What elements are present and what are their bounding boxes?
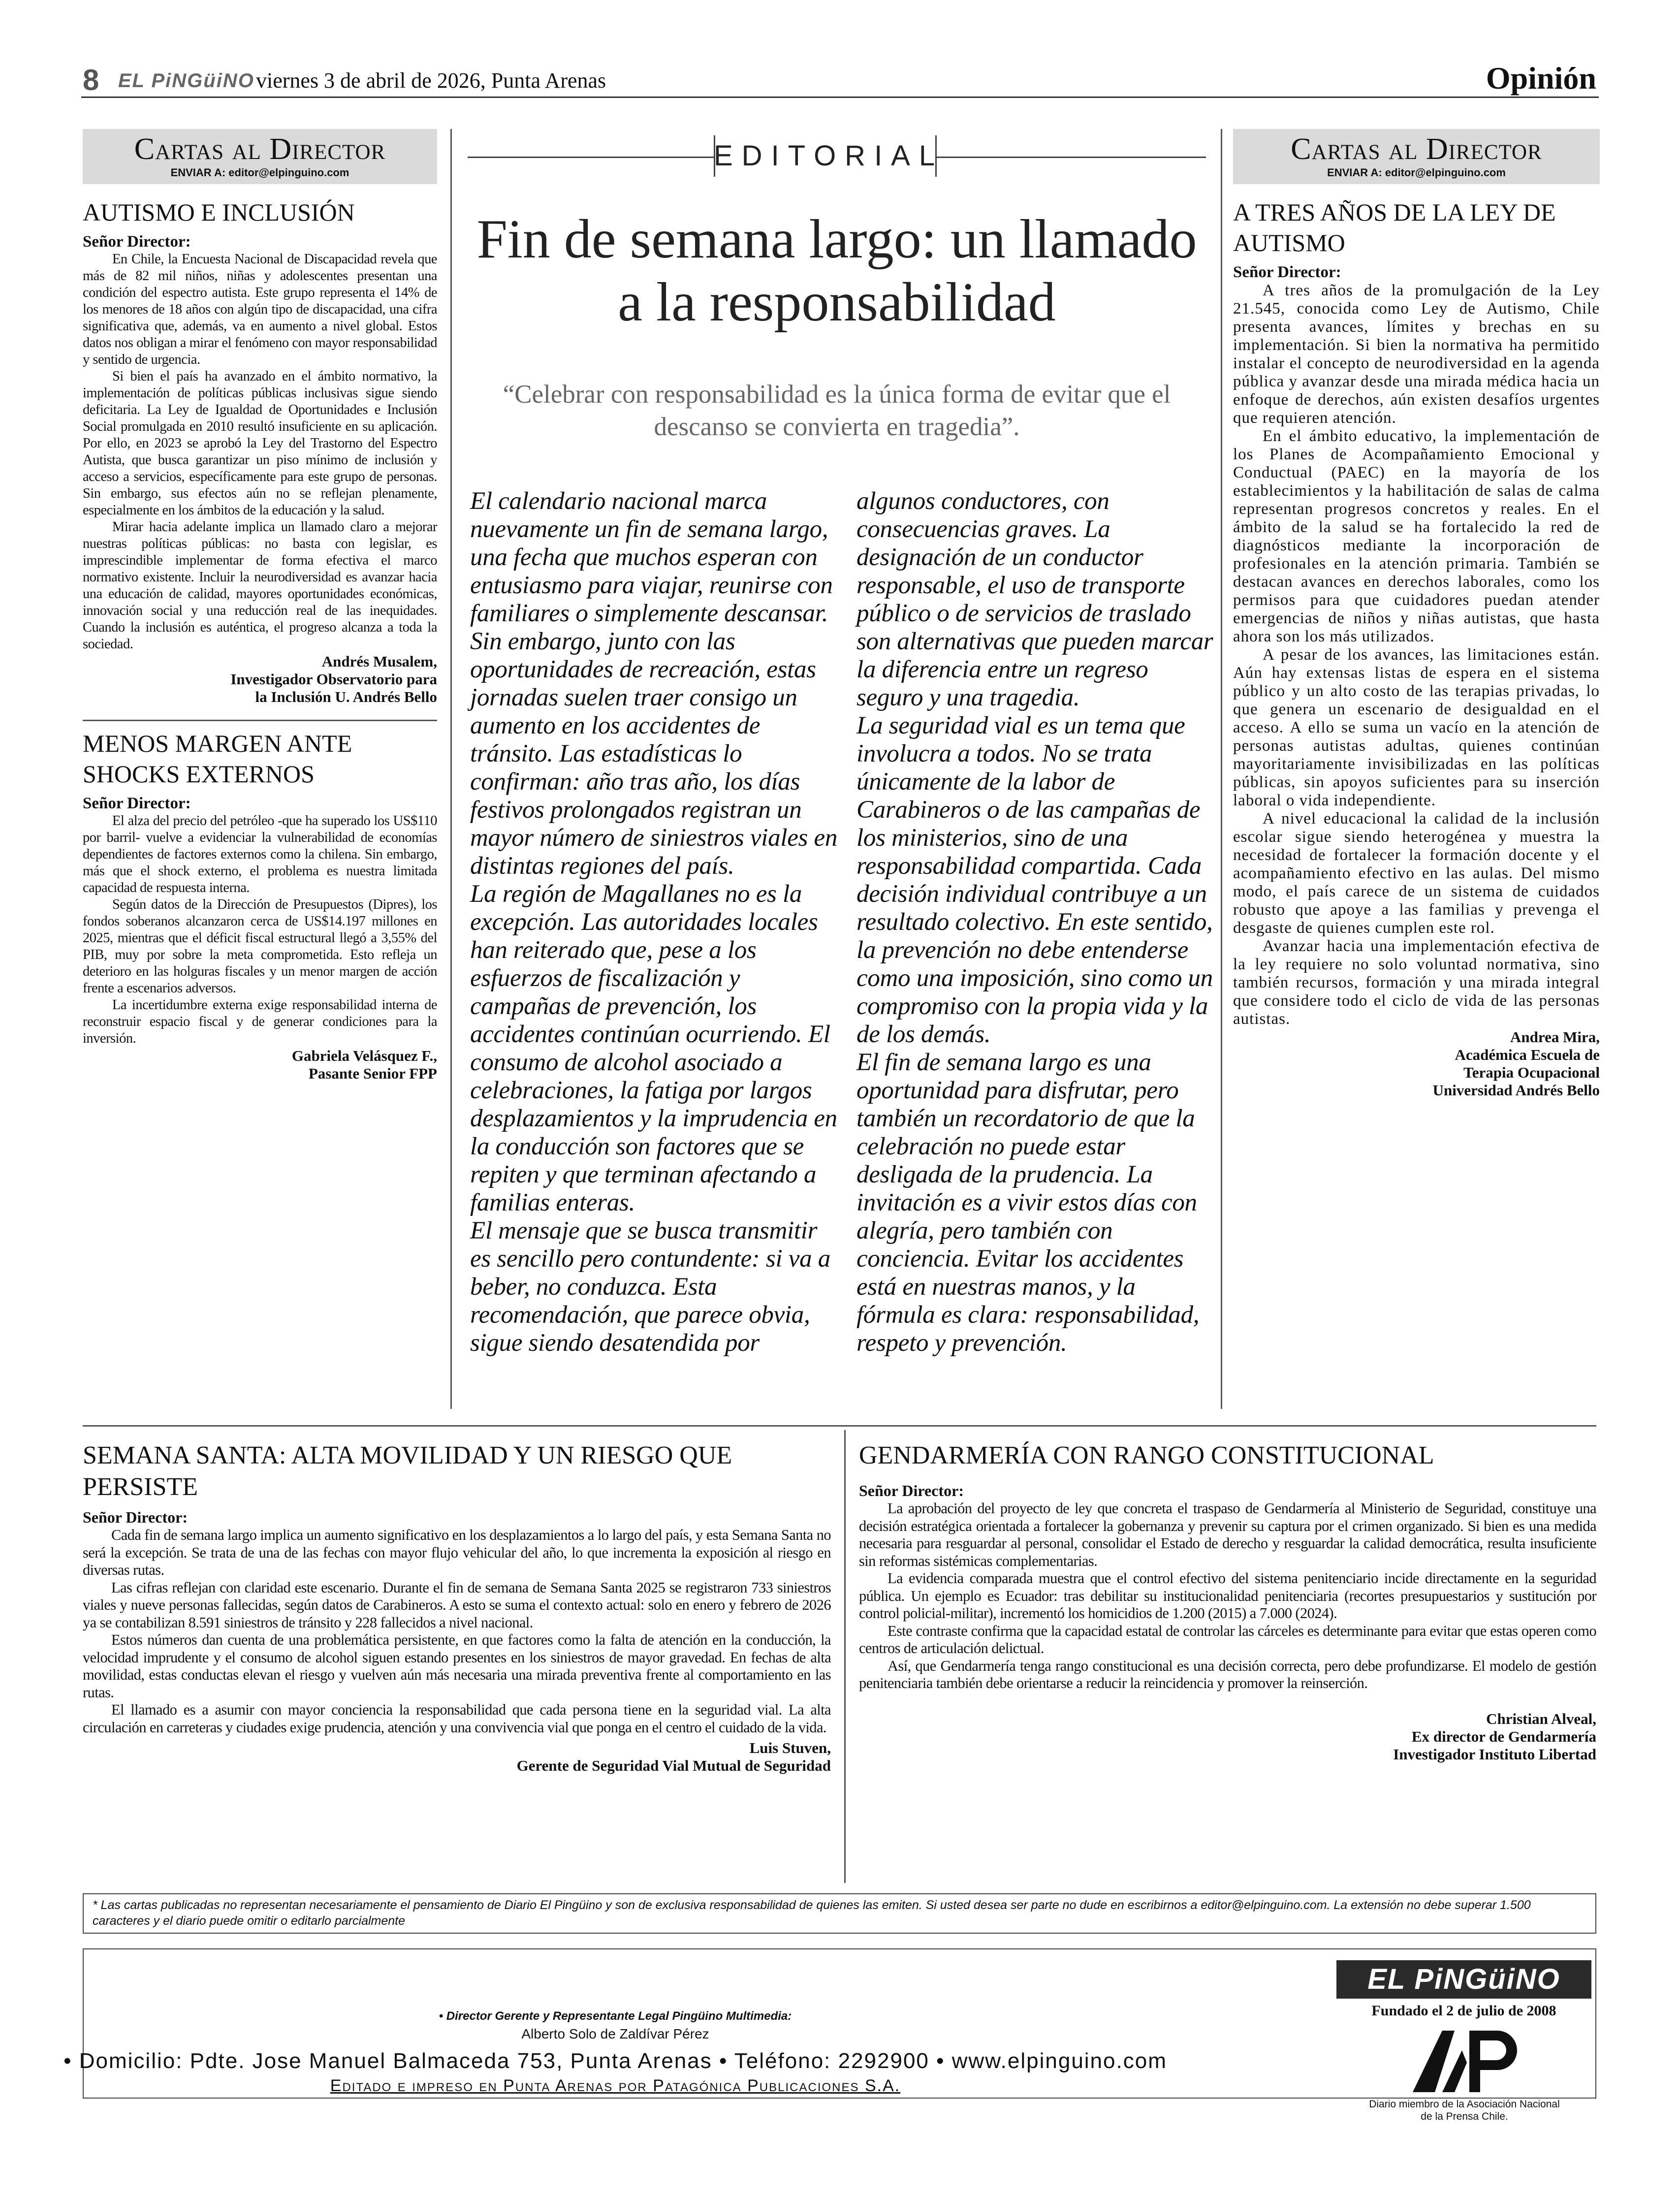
signature-line: Andrés Musalem, <box>321 653 437 670</box>
right-column <box>1233 129 1600 1392</box>
header-rule <box>81 96 1599 98</box>
divider <box>83 720 437 721</box>
editorial-label: EDITORIAL <box>714 140 944 172</box>
editorial-paragraph: algunos conductores, con consecuencias graves. La designación de un conductor responsable, el uso de transporte público o de servicios de traslado son alternativas que pueden marcar la diferencia entre un regreso seguro y una tragedia. <box>856 487 1213 711</box>
letter-salutation: Señor Director: <box>83 1508 188 1526</box>
page-number: 8 <box>83 64 99 96</box>
letter-salutation: Señor Director: <box>859 1482 964 1499</box>
letter-headline: SEMANA SANTA: ALTA MOVILIDAD Y UN RIESGO QUE PERSISTE <box>83 1441 732 1501</box>
editorial-paragraph: El calendario nacional marca nuevamente un fin de semana largo, una fecha que muchos esperan con entusiasmo para viajar, reunirse con familiares o simplemente descansar. Sin embargo, junto con las oportunidades de recreación, estas jornadas suelen traer consigo un aumento en los accidentes de tránsito. Las estadísticas lo confirman: año tras año, los días festivos prolongados registran un mayor número de siniestros viales en distintas regiones del país. <box>470 487 838 880</box>
letter-paragraph: La aprobación del proyecto de ley que concreta el traspaso de Gendarmería al Ministerio de Seguridad, constituye una decisión estratégica orientada a fortalecer la gobernanza y prevenir su captura por el crimen organizado. Si bien es una medida necesaria para resguardar al personal, consolidar el Estado de derecho y resguardar la calidad democrática, resulta insuficiente sin reformas sistémicas complementarias. <box>859 1500 1596 1569</box>
letter-paragraph: Según datos de la Dirección de Presupuestos (Dipres), los fondos soberanos alcanzaron cerca de US$14.197 millones en 2025, mientras que el déficit fiscal estructural llegó a 3,55% del PIB, muy por sobre la meta comprometida. Esto refleja un deterioro en las holguras fiscales y un menor margen de acción frente a escenarios adversos. <box>83 897 437 996</box>
editorial-paragraph: La seguridad vial es un tema que involucra a todos. No se trata únicamente de la labor de Carabineros o de las campañas de los ministerios, sino de una responsabilidad compartida. Cada decisión individual contribuye a un resultado colectivo. En este sentido, la prevención no debe entenderse como una imposición, sino como un compromiso con la propia vida y la de los demás. <box>856 712 1213 1048</box>
editorial-title: Fin de semana largo: un llamado a la responsabilidad <box>476 209 1197 333</box>
section-title: Opinión <box>1486 61 1596 96</box>
letter-body <box>859 1500 1596 1692</box>
editorial-column-1 <box>470 487 839 1357</box>
signature-line: Pasante Senior FPP <box>308 1065 437 1082</box>
editorial-pullquote: “Celebrar con responsabilidad es la única forma de evitar que el descanso se convierta en tragedia”. <box>503 380 1171 441</box>
signature-line: Gabriela Velásquez F., <box>291 1047 437 1064</box>
letter-headline: A TRES AÑOS DE LA LEY DE AUTISMO <box>1233 198 1556 256</box>
signature-line: Universidad Andrés Bello <box>1432 1082 1600 1099</box>
letter-signature <box>83 653 437 706</box>
editorial-rule <box>935 157 1206 158</box>
footer-director-name: Alberto Solo de Zaldívar Pérez <box>521 2026 709 2041</box>
letter-salutation: Señor Director: <box>83 795 191 812</box>
letter-body <box>83 1527 831 1736</box>
editorial-rule <box>468 157 714 158</box>
signature-line: Investigador Instituto Libertad <box>1393 1745 1596 1763</box>
footer-founded: Fundado el 2 de julio de 2008 <box>1371 2003 1556 2019</box>
letter-body <box>83 251 437 653</box>
letter-paragraph: En Chile, la Encuesta Nacional de Discapacidad revela que más de 82 mil niños, niñas y adolescentes presentan una condición del espectro autista. Este grupo representa el 14% de los menores de 18 años con algún tipo de discapacidad, una cifra significativa que, además, va en aumento a nivel global. Estos datos nos obligan a mirar el fenómeno con mayor responsabilidad y sentido de urgencia. <box>83 252 437 367</box>
section-rule <box>83 1425 1596 1427</box>
letter-paragraph: Las cifras reflejan con claridad este escenario. Durante el fin de semana de Semana Santa 2025 se registraron 733 siniestros viales y nueve personas fallecidas, según datos de Carabineros. A esto se suma el contexto actual: solo en enero y febrero de 2026 ya se contabilizan 8.591 siniestros de tránsito y 228 fallecidos a nivel nacional. <box>83 1579 831 1631</box>
letter-paragraph: Avanzar hacia una implementación efectiva de la ley requiere no solo voluntad normativa, sino también recursos, formación y una mirada integral que considere todo el ciclo de vida de las personas autistas. <box>1233 937 1600 1028</box>
signature-line: Ex director de Gendarmería <box>1411 1727 1596 1745</box>
letter-headline: MENOS MARGEN ANTE SHOCKS EXTERNOS <box>83 730 352 788</box>
editorial-column-2 <box>856 487 1218 1357</box>
letter-signature <box>83 1047 437 1083</box>
footer-printed: Editado e impreso en Punta Arenas por Patagónica Publicaciones S.A. <box>330 2076 901 2095</box>
brand-logo: EL PiNGüiNO <box>118 70 254 92</box>
cartas-header-right <box>1233 129 1600 184</box>
editorial-paragraph: El mensaje que se busca transmitir es sencillo pero contundente: si va a beber, no conduzca. Esta recomendación, que parece obvia, sigue siendo desatendida por <box>470 1217 830 1357</box>
letter-paragraph: A pesar de los avances, las limitaciones están. Aún hay extensas listas de espera en el sistema público y un alto costo de las terapias privadas, lo que genera un escenario de desigualdad en el acceso. A ello se suma un vacío en la atención de personas autistas adultas, quienes continúan mayoritariamente invisibilizadas en las políticas públicas, sin apoyos suficientes para su inserción laboral o vida independiente. <box>1233 646 1600 809</box>
signature-line: Gerente de Seguridad Vial Mutual de Seguridad <box>516 1757 831 1774</box>
anp-logo-icon <box>1408 2023 1521 2097</box>
letter-paragraph: A tres años de la promulgación de la Ley 21.545, conocida como Ley de Autismo, Chile presenta avances, límites y brechas en su implementación. Si bien la normativa ha permitido instalar el concepto de neurodiversidad en la agenda pública y avanzar desde una mirada médica hacia un enfoque de derechos, aún existen desafíos urgentes que requieren atención. <box>1233 282 1600 427</box>
footer-contact: • Domicilio: Pdte. Jose Manuel Balmaceda 753, Punta Arenas • Teléfono: 2292900 • www.elpinguino.com <box>63 2049 1167 2073</box>
bottom-right-letter <box>859 1440 1596 1763</box>
bottom-left-letter <box>83 1440 831 1775</box>
letter-paragraph: Cada fin de semana largo implica un aumento significativo en los desplazamientos a lo largo del país, y esta Semana Santa no será la excepción. Se trata de una de las fechas con mayor flujo vehicular del año, lo que incrementa la exposición al riesgo en diversas rutas. <box>83 1527 831 1578</box>
dateline: viernes 3 de abril de 2026, Punta Arenas <box>256 68 606 93</box>
footer-director-label: • Director Gerente y Representante Legal Pingüino Multimedia: <box>439 2009 792 2023</box>
signature-line: Luis Stuven, <box>749 1739 831 1756</box>
signature-line: Investigador Observatorio para <box>230 670 437 688</box>
column-divider <box>844 1430 846 1883</box>
cartas-title: Cartas al Director <box>134 132 386 166</box>
left-column <box>83 129 437 1384</box>
letter-body <box>83 813 437 1047</box>
letter-paragraph: Si bien el país ha avanzado en el ámbito normativo, la implementación de políticas públicas inclusivas sigue siendo deficitaria. La Ley de Igualdad de Oportunidades e Inclusión Social promulgada en 2010 resultó insuficiente en su aplicación. Por ello, en 2023 se aprobó la Ley del Trastorno del Espectro Autista, que busca garantizar un piso mínimo de inclusión y acceso a servicios, específicamente para este grupo de personas. Sin embargo, sus efectos aún no se reflejan plenamente, especialmente en los ámbitos de la educación y la salud. <box>83 369 437 518</box>
cartas-title: Cartas al Director <box>1291 132 1542 166</box>
column-divider <box>1221 129 1222 1409</box>
letter-body <box>1233 282 1600 1028</box>
letter-paragraph: Así, que Gendarmería tenga rango constitucional es una decisión correcta, pero debe profundizarse. El modelo de gestión penitenciaria también debe orientarse a reducir la reincidencia y promover la reinserción. <box>859 1657 1596 1691</box>
letter-paragraph: En el ámbito educativo, la implementación de los Planes de Acompañamiento Emocional y Conductual (PAEC) en la mayoría de los establecimientos y la habilitación de salas de calma representan progresos concretos y reales. En el ámbito de la salud se ha fortalecido la red de diagnósticos mediante la incorporación de profesionales en la atención primaria. También se destacan avances en derechos laborales, como los permisos para que cuidadores puedan atender emergencias de niños y niñas autistas, que hasta ahora son los más utilizados. <box>1233 427 1600 645</box>
signature-line: Christian Alveal, <box>1486 1710 1596 1727</box>
signature-line: Terapia Ocupacional <box>1463 1064 1600 1081</box>
letter-paragraph: Mirar hacia adelante implica un llamado claro a mejorar nuestras políticas públicas: no basta con legislar, es imprescindible implementar de forma efectiva el marco normativo existente. Incluir la neurodiversidad es avanzar hacia una educación de calidad, mayores oportunidades económicas, innovación social y una reducción real de las inequidades. Cuando la inclusión es auténtica, el progreso alcanza a toda la sociedad. <box>83 519 437 652</box>
signature-line: Académica Escuela de <box>1455 1046 1600 1063</box>
editorial-paragraph: El fin de semana largo es una oportunidad para disfrutar, pero también un recordatorio de que la celebración no puede estar desligada de la prudencia. La invitación es a vivir estos días con alegría, pero también con conciencia. Evitar los accidentes está en nuestras manos, y la fórmula es clara: responsabilidad, respeto y prevención. <box>856 1049 1200 1357</box>
disclaimer: * Las cartas publicadas no representan necesariamente el pensamiento de Diario El Pingüino y son de exclusiva responsabilidad de quienes las emiten. Si usted desea ser parte no dude en escribirnos a editor@elpinguino.com. La extensión no debe superar 1.500 caracteres y el diario puede omitir o editarlo parcialmente <box>83 1893 1596 1934</box>
letter-paragraph: La evidencia comparada muestra que el control efectivo del sistema penitenciario incide directamente en la seguridad pública. Un ejemplo es Ecuador: tras debilitar su institucionalidad penitenciaria (recortes presupuestarios y sustitución por control policial-militar), incrementó los homicidios de 1.200 (2015) a 7.000 (2024). <box>859 1570 1596 1622</box>
letter-paragraph: El alza del precio del petróleo -que ha superado los US$110 por barril- vuelve a evidenciar la vulnerabilidad de economías dependientes de factores externos como la chilena. Sin embargo, más que el shock externo, el problema es nuestra limitada capacidad de respuesta interna. <box>83 813 437 895</box>
letter-paragraph: La incertidumbre externa exige responsabilidad interna de reconstruir espacio fiscal y de generar condiciones para la inversión. <box>83 997 437 1046</box>
cartas-email: ENVIAR A: editor@elpinguino.com <box>170 166 349 179</box>
letter-paragraph: Estos números dan cuenta de una problemática persistente, en que factores como la falta de atención en la conducción, la velocidad imprudente y el consumo de alcohol siguen estando presentes en los siniestros de mayor gravedad. En fechas de alta movilidad, estas conductas elevan el riesgo y vuelven aún más necesaria una mirada preventiva frente al comportamiento en las rutas. <box>83 1631 831 1701</box>
cartas-header-left <box>83 129 437 184</box>
letter-paragraph: Este contraste confirma que la capacidad estatal de controlar las cárceles es determinante para evitar que estas operen como centros de articulación delictual. <box>859 1622 1596 1656</box>
column-divider <box>450 129 452 1409</box>
letter-signature <box>83 1739 831 1775</box>
letter-salutation: Señor Director: <box>83 233 191 251</box>
letter-headline: GENDARMERÍA CON RANGO CONSTITUCIONAL <box>859 1441 1434 1469</box>
letter-headline: AUTISMO E INCLUSIÓN <box>83 198 355 226</box>
signature-line: Andrea Mira, <box>1510 1028 1600 1046</box>
footer-logo: EL PiNGüiNO <box>1336 1960 1591 1999</box>
editorial-paragraph: La región de Magallanes no es la excepción. Las autoridades locales han reiterado que, pese a los esfuerzos de fiscalización y campañas de prevención, los accidentes continúan ocurriendo. El consumo de alcohol asociado a celebraciones, la fatiga por largos desplazamientos y la imprudencia en la conducción son factores que se repiten y que terminan afectando a familias enteras. <box>470 880 837 1216</box>
letter-signature <box>859 1710 1596 1763</box>
letter-paragraph: El llamado es a asumir con mayor conciencia la responsabilidad que cada persona tiene en la seguridad vial. La alta circulación en carreteras y ciudades exige prudencia, atención y una convivencia vial que ponga en el centro el cuidado de la vida. <box>83 1701 831 1736</box>
letter-salutation: Señor Director: <box>1233 263 1341 281</box>
letter-paragraph: A nivel educacional la calidad de la inclusión escolar sigue siendo heterogénea y muestra la necesidad de fortalecer la formación docente y el acompañamiento efectivo en las aulas. Del mismo modo, el país carece de un sistema de cuidados robusto que apoye a las familias y prevenga el desgaste de quienes cumplen este rol. <box>1233 810 1600 937</box>
letter-signature <box>1233 1028 1600 1099</box>
anp-text: Diario miembro de la Asociación Nacional de la Prensa Chile. <box>1369 2099 1560 2122</box>
cartas-email: ENVIAR A: editor@elpinguino.com <box>1327 166 1506 179</box>
signature-line: la Inclusión U. Andrés Bello <box>255 688 437 705</box>
